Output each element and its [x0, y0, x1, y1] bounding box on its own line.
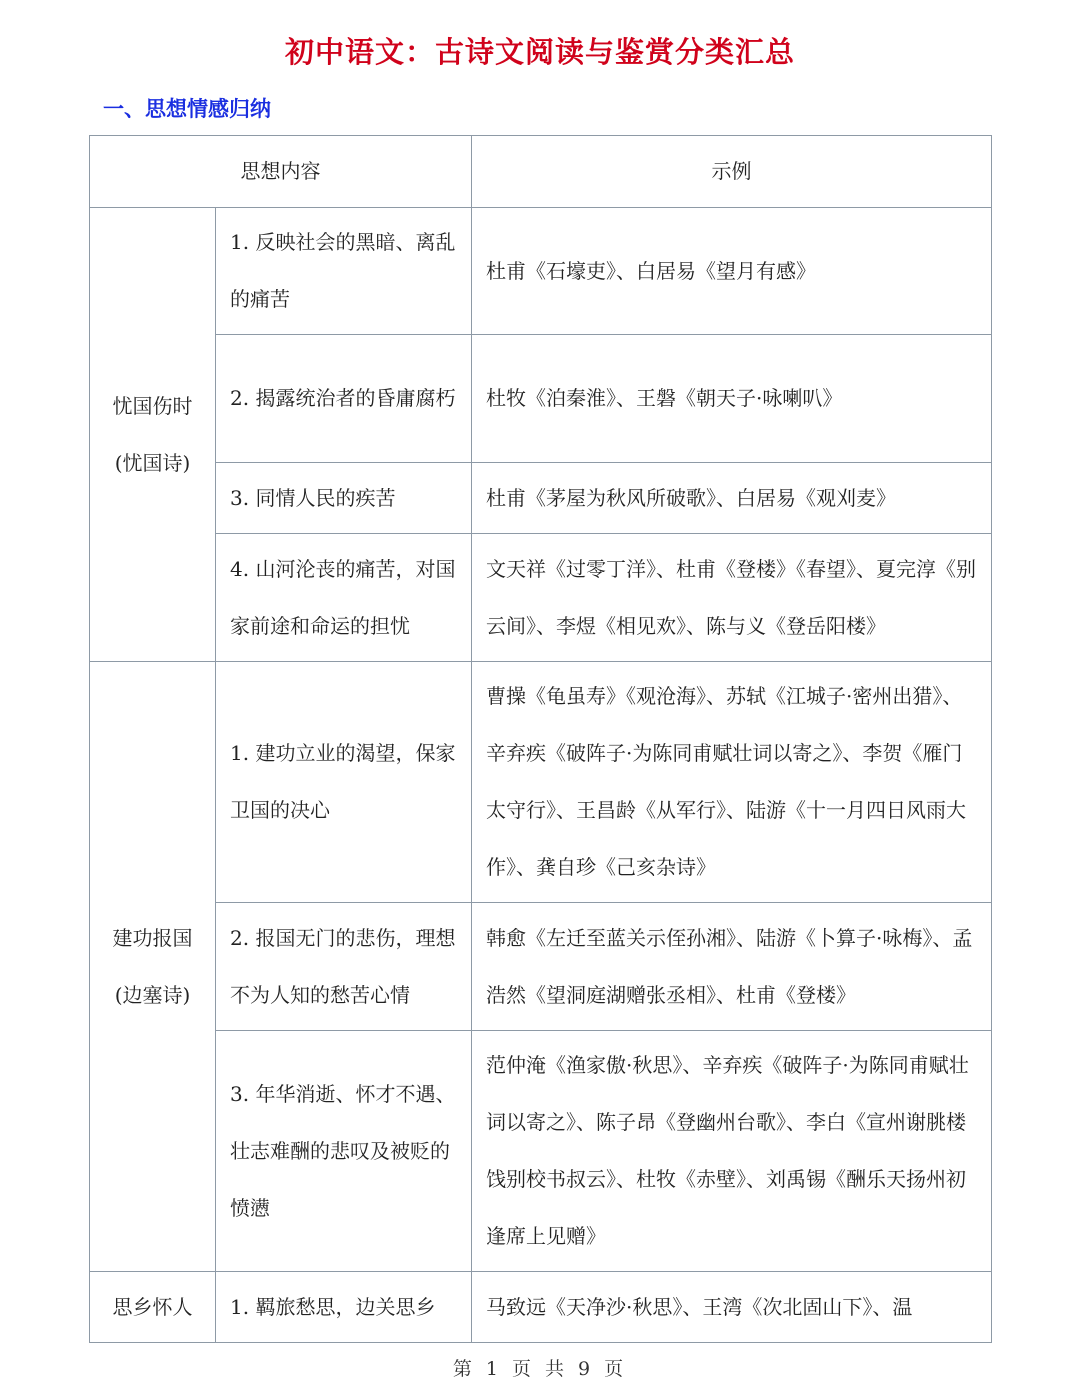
document-title: 初中语文：古诗文阅读与鉴赏分类汇总 [284, 35, 795, 69]
examples-cell: 范仲淹《渔家傲·秋思》、辛弃疾《破阵子·为陈同甫赋壮词以寄之》、陈子昂《登幽州台歌》、李白《宣州谢朓楼饯别校书叔云》、杜牧《赤壁》、刘禹锡《酬乐天扬州初逢席上见赠》 [472, 1031, 992, 1272]
category-label: 建功报国 [112, 925, 193, 950]
examples-cell: 杜牧《泊秦淮》、王磐《朝天子·咏喇叭》 [472, 335, 992, 463]
table-row [90, 662, 992, 903]
examples-cell: 马致远《天净沙·秋思》、王湾《次北固山下》、温 [472, 1272, 992, 1343]
category-sublabel: (忧国诗) [114, 450, 191, 475]
content-cell: 1. 羁旅愁思，边关思乡 [216, 1272, 472, 1343]
content-cell: 2. 揭露统治者的昏庸腐朽 [216, 335, 472, 463]
table-row [90, 335, 992, 463]
table-header-row [90, 136, 992, 208]
table-row [90, 534, 992, 662]
examples-cell: 文天祥《过零丁洋》、杜甫《登楼》《春望》、夏完淳《别云间》、李煜《相见欢》、陈与义《登岳阳楼》 [472, 534, 992, 662]
page-number: 第 1 页 共 9 页 [452, 1358, 628, 1380]
category-label: 忧国伤时 [112, 393, 193, 418]
content-cell: 3. 同情人民的疾苦 [216, 463, 472, 534]
content-cell: 2. 报国无门的悲伤，理想不为人知的愁苦心情 [216, 903, 472, 1031]
table-row [90, 1031, 992, 1272]
examples-cell: 杜甫《石壕吏》、白居易《望月有感》 [472, 208, 992, 335]
examples-cell: 杜甫《茅屋为秋风所破歌》、白居易《观刈麦》 [472, 463, 992, 534]
section-heading: 一、思想情感归纳 [103, 96, 271, 121]
table-row [90, 208, 992, 335]
header-examples: 示例 [472, 136, 992, 208]
content-cell: 4. 山河沦丧的痛苦，对国家前途和命运的担忧 [216, 534, 472, 662]
content-cell: 3. 年华消逝、怀才不遇、壮志难酬的悲叹及被贬的愤懑 [216, 1031, 472, 1272]
examples-cell: 韩愈《左迁至蓝关示侄孙湘》、陆游《卜算子·咏梅》、孟浩然《望洞庭湖赠张丞相》、杜甫《登楼》 [472, 903, 992, 1031]
examples-cell: 曹操《龟虽寿》《观沧海》、苏轼《江城子·密州出猎》、辛弃疾《破阵子·为陈同甫赋壮词以寄之》、李贺《雁门太守行》、王昌龄《从军行》、陆游《十一月四日风雨大作》、龚自珍《己亥杂诗》 [472, 662, 992, 903]
category-sublabel: (边塞诗) [114, 982, 191, 1007]
content-cell: 1. 反映社会的黑暗、离乱的痛苦 [216, 208, 472, 335]
emotion-summary-table [89, 135, 992, 1343]
table-row [90, 463, 992, 534]
header-content: 思想内容 [90, 136, 472, 208]
table-row [90, 1272, 992, 1343]
category-cell [90, 1272, 216, 1343]
content-cell: 1. 建功立业的渴望，保家卫国的决心 [216, 662, 472, 903]
table-row [90, 903, 992, 1031]
category-cell [90, 662, 216, 1272]
category-cell [90, 208, 216, 662]
category-label: 思乡怀人 [112, 1294, 193, 1319]
